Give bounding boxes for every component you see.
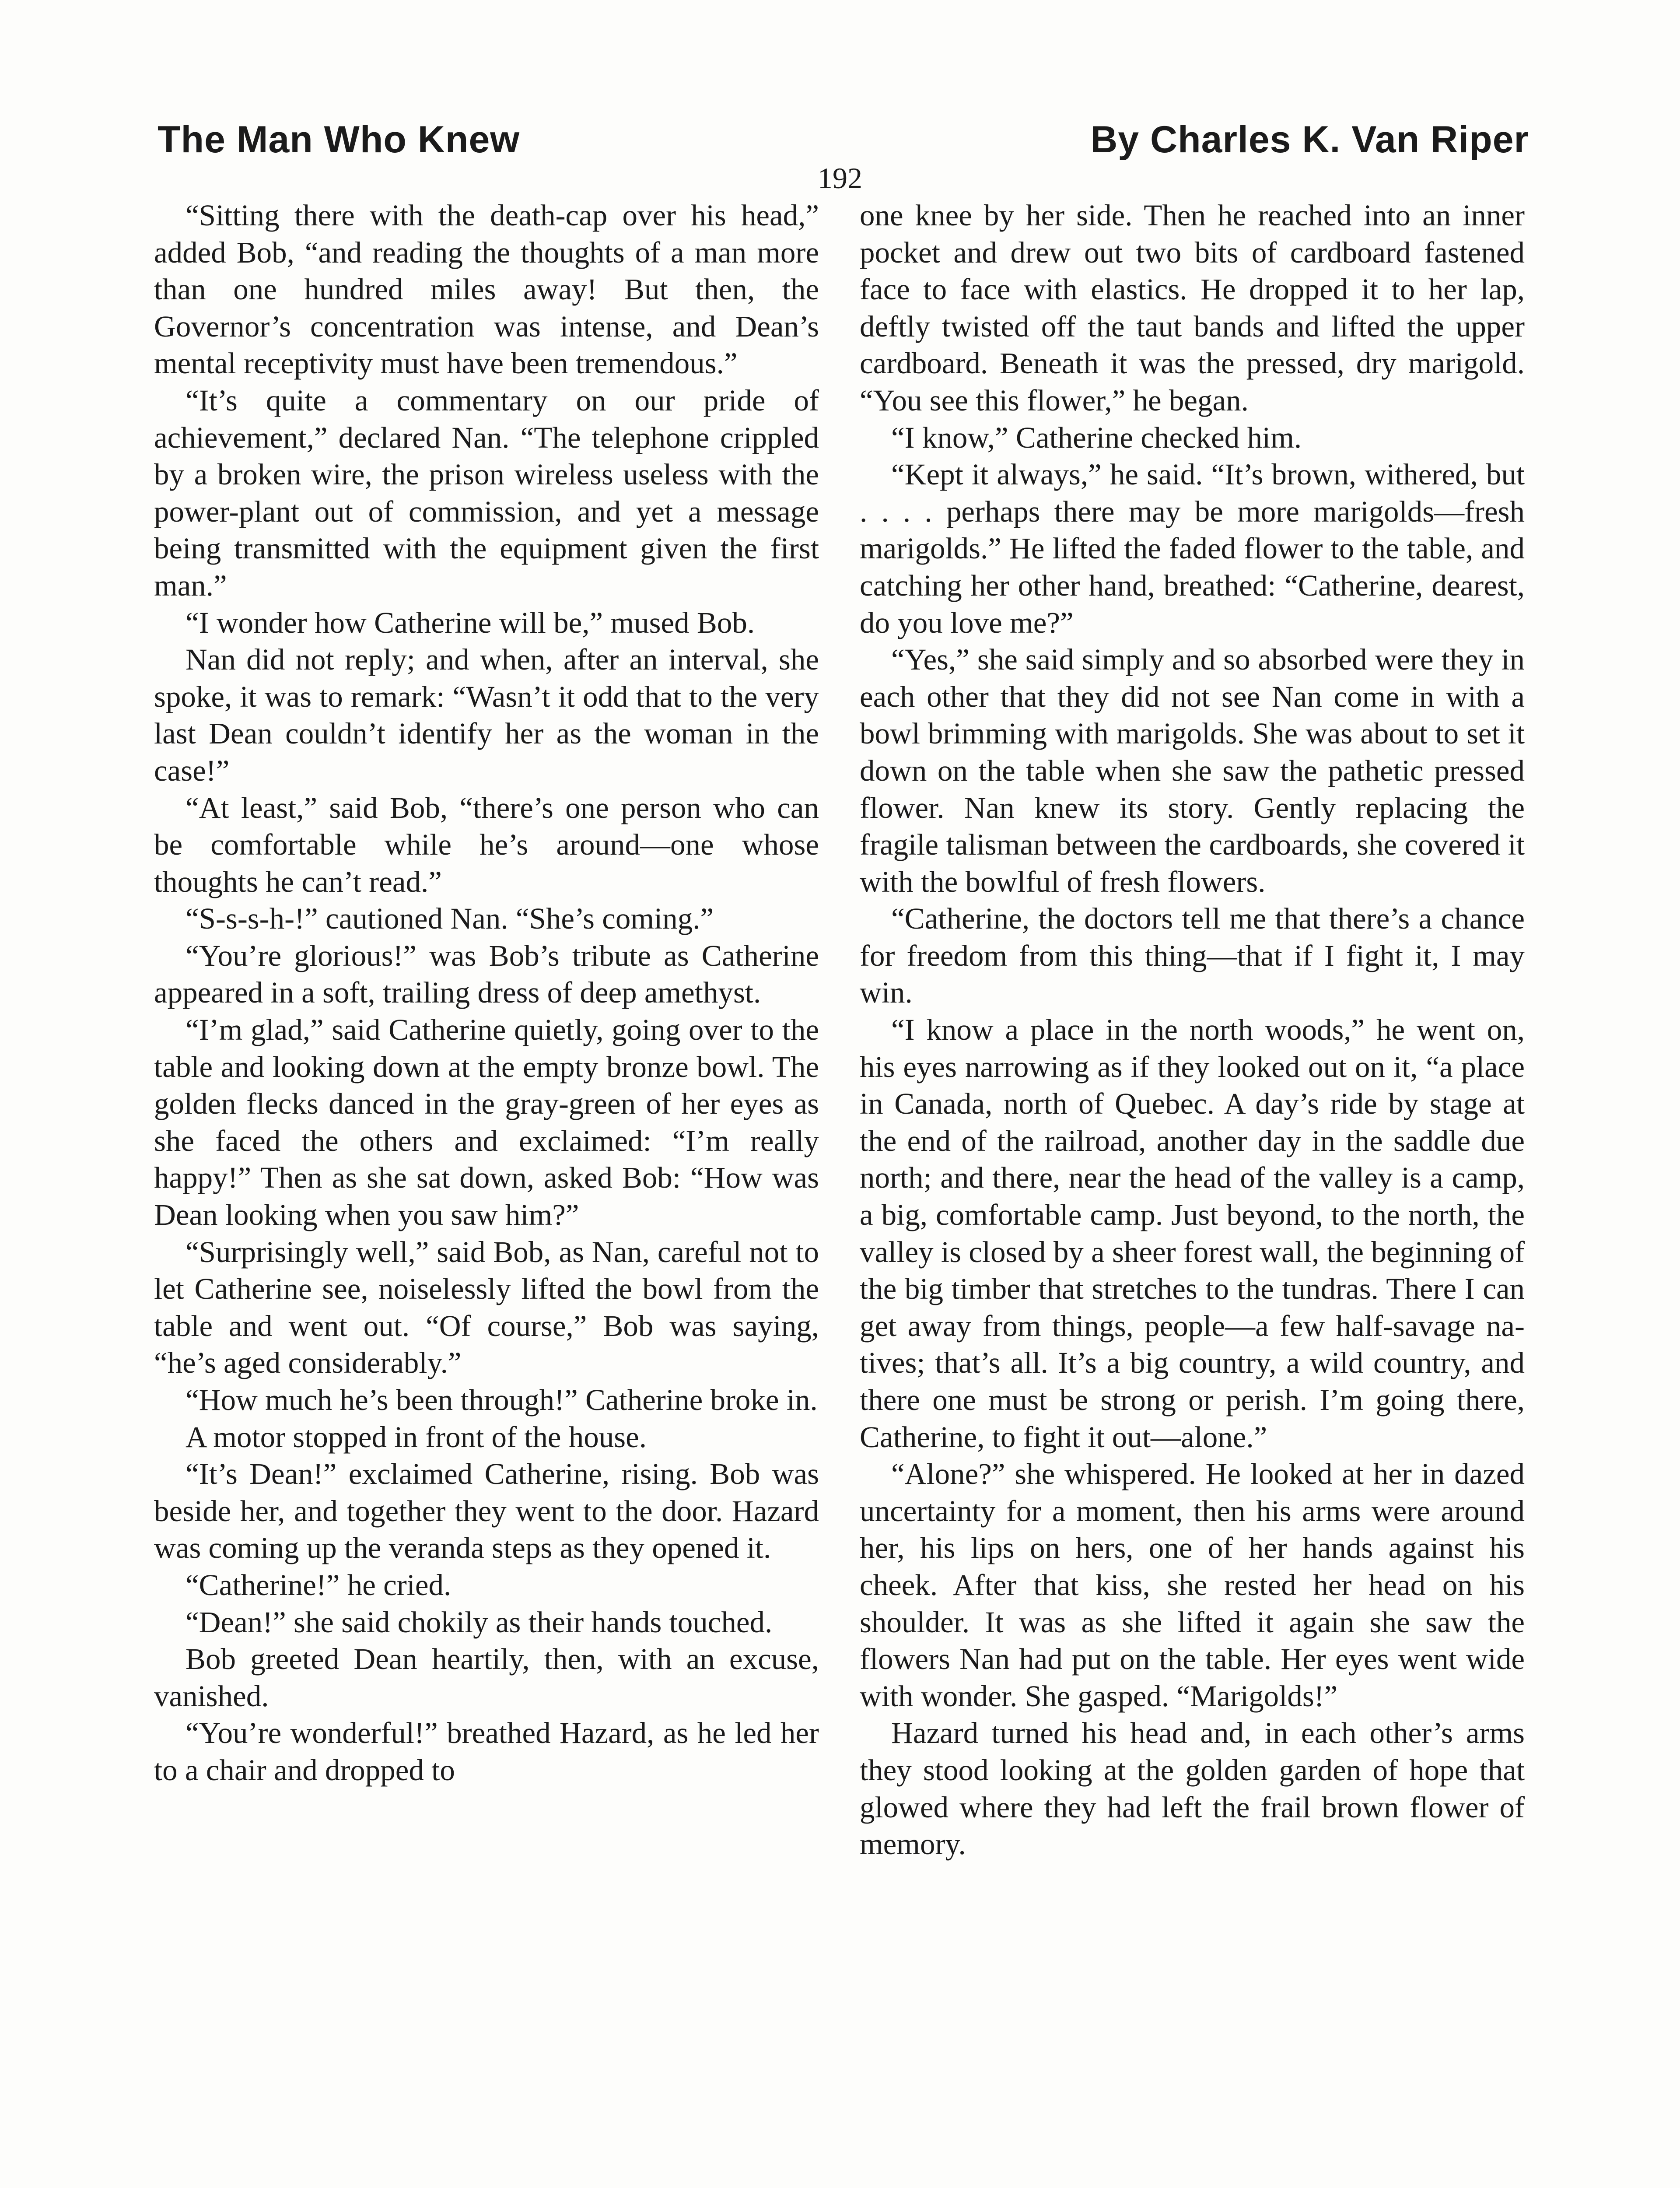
paragraph: Hazard turned his head and, in each other’s arms they stood looking at the golden garden of hope that glowed where they had left the frail brown flower of memory. [860, 1716, 1525, 1861]
paragraph: “You’re glorious!” was Bob’s tribute as Catherine appeared in a soft, trailing dress of deep amethyst. [154, 939, 819, 1010]
paragraph: Bob greeted Dean heartily, then, with an excuse, vanished. [154, 1642, 819, 1713]
paragraph: A motor stopped in front of the house. [186, 1420, 647, 1454]
paragraph: “Dean!” she said chokily as their hands touched. [186, 1605, 773, 1639]
paragraph: “I’m glad,” said Catherine quietly, going over to the table and looking down at the empty bronze bowl. The golden flecks danced in the gray-green of her eyes as she faced the others and exclaimed: “I’m really happy!” Then as she sat down, asked Bob: “How was Dean looking when you saw him?” [154, 1013, 819, 1232]
paragraph: “Alone?” she whispered. He looked at her in dazed uncertainty for a moment, then his arms were around her, his lips on hers, one of her hands against his cheek. After that kiss, she rested her head on his shoulder. It was as she lifted it again she saw the flowers Nan had put on the table. Her eyes went wide with wonder. She gasped. “Marigolds!” [860, 1457, 1525, 1713]
paragraph: “Sitting there with the death-cap over his head,” added Bob, “and reading the thoughts of a man more than one hundred miles away! But then, the Governor’s concentration was intense, and Dean’s mental receptivity must have been tremendous.” [154, 199, 819, 380]
paragraph: “Kept it always,” he said. “It’s brown, withered, but . . . . perhaps there may be more marigolds—fresh marigolds.” He lifted the faded flower to the table, and catching her other hand, breathed: “Catherine, dearest, do you love me?” [860, 458, 1525, 639]
paragraph: “Catherine, the doctors tell me that there’s a chance for freedom from this thing—that if I fight it, I may win. [860, 902, 1525, 1010]
paragraph: “I know a place in the north woods,” he went on, his eyes narrowing as if they looked out on it, “a place in Canada, north of Quebec. A day’s ride by stage at the end of the railroad, another day in the saddle due north; and there, near the head of the valley is a camp, a big, comfortable camp. Just beyond, to the north, the valley is closed by a sheer forest wall, the beginning of the big timber that stretches to the tundras. There I can get away from things, people—a few half-savage natives; that’s all. It’s a big country, a wild country, and there one must be strong or perish. I’m going there, Catherine, to fight it out—alone.” [860, 1013, 1525, 1454]
story-title: The Man Who Knew [158, 119, 520, 161]
paragraph: “I know,” Catherine checked him. [891, 421, 1302, 454]
paragraph: “Catherine!” he cried. [186, 1568, 452, 1602]
paragraph-continued: one knee by her side. Then he reached into an inner pocket and drew out two bits of cardboard fastened face to face with elastics. He dropped it to her lap, deftly twisted off the taut bands and lifted the upper cardboard. Beneath it was the pressed, dry marigold. “You see this flower,” he began. [860, 199, 1525, 417]
paragraph: “I wonder how Catherine will be,” mused Bob. [186, 606, 755, 639]
paragraph: “How much he’s been through!” Catherine broke in. [186, 1383, 818, 1417]
paragraph: “Surprisingly well,” said Bob, as Nan, careful not to let Catherine see, noiselessly lifted the bowl from the table and went out. “Of course,” Bob was saying, “he’s aged considerably.” [154, 1235, 819, 1380]
paragraph: “It’s quite a commentary on our pride of achievement,” declared Nan. “The telephone crippled by a broken wire, the prison wireless useless with the power-plant out of commission, and yet a message being transmitted with the equipment given the first man.” [154, 383, 819, 602]
paragraph: “It’s Dean!” exclaimed Catherine, rising. Bob was beside her, and together they went to the door. Hazard was coming up the veranda steps as they opened it. [154, 1457, 819, 1565]
paragraph: “Yes,” she said simply and so absorbed were they in each other that they did not see Nan come in with a bowl brimming with marigolds. She was about to set it down on the table when she saw the pathetic pressed flower. Nan knew its story. Gently replacing the fragile talisman between the cardboards, she covered it with the bowlful of fresh flowers. [860, 643, 1525, 898]
paragraph: Nan did not reply; and when, after an interval, she spoke, it was to remark: “Wasn’t it odd that to the very last Dean couldn’t identify her as the woman in the case!” [154, 643, 819, 787]
paragraph: “S-s-s-h-!” cautioned Nan. “She’s coming.” [186, 902, 714, 936]
left-text-column [154, 197, 819, 2188]
paragraph: “At least,” said Bob, “there’s one person who can be comfortable while he’s around—one whose thoughts he can’t read.” [154, 791, 819, 898]
paragraph: “You’re wonderful!” breathed Hazard, as he led her to a chair and dropped to [154, 1716, 819, 1787]
right-text-column [860, 197, 1525, 2188]
page-number: 192 [818, 161, 862, 195]
author-byline: By Charles K. Van Riper [1090, 119, 1529, 161]
